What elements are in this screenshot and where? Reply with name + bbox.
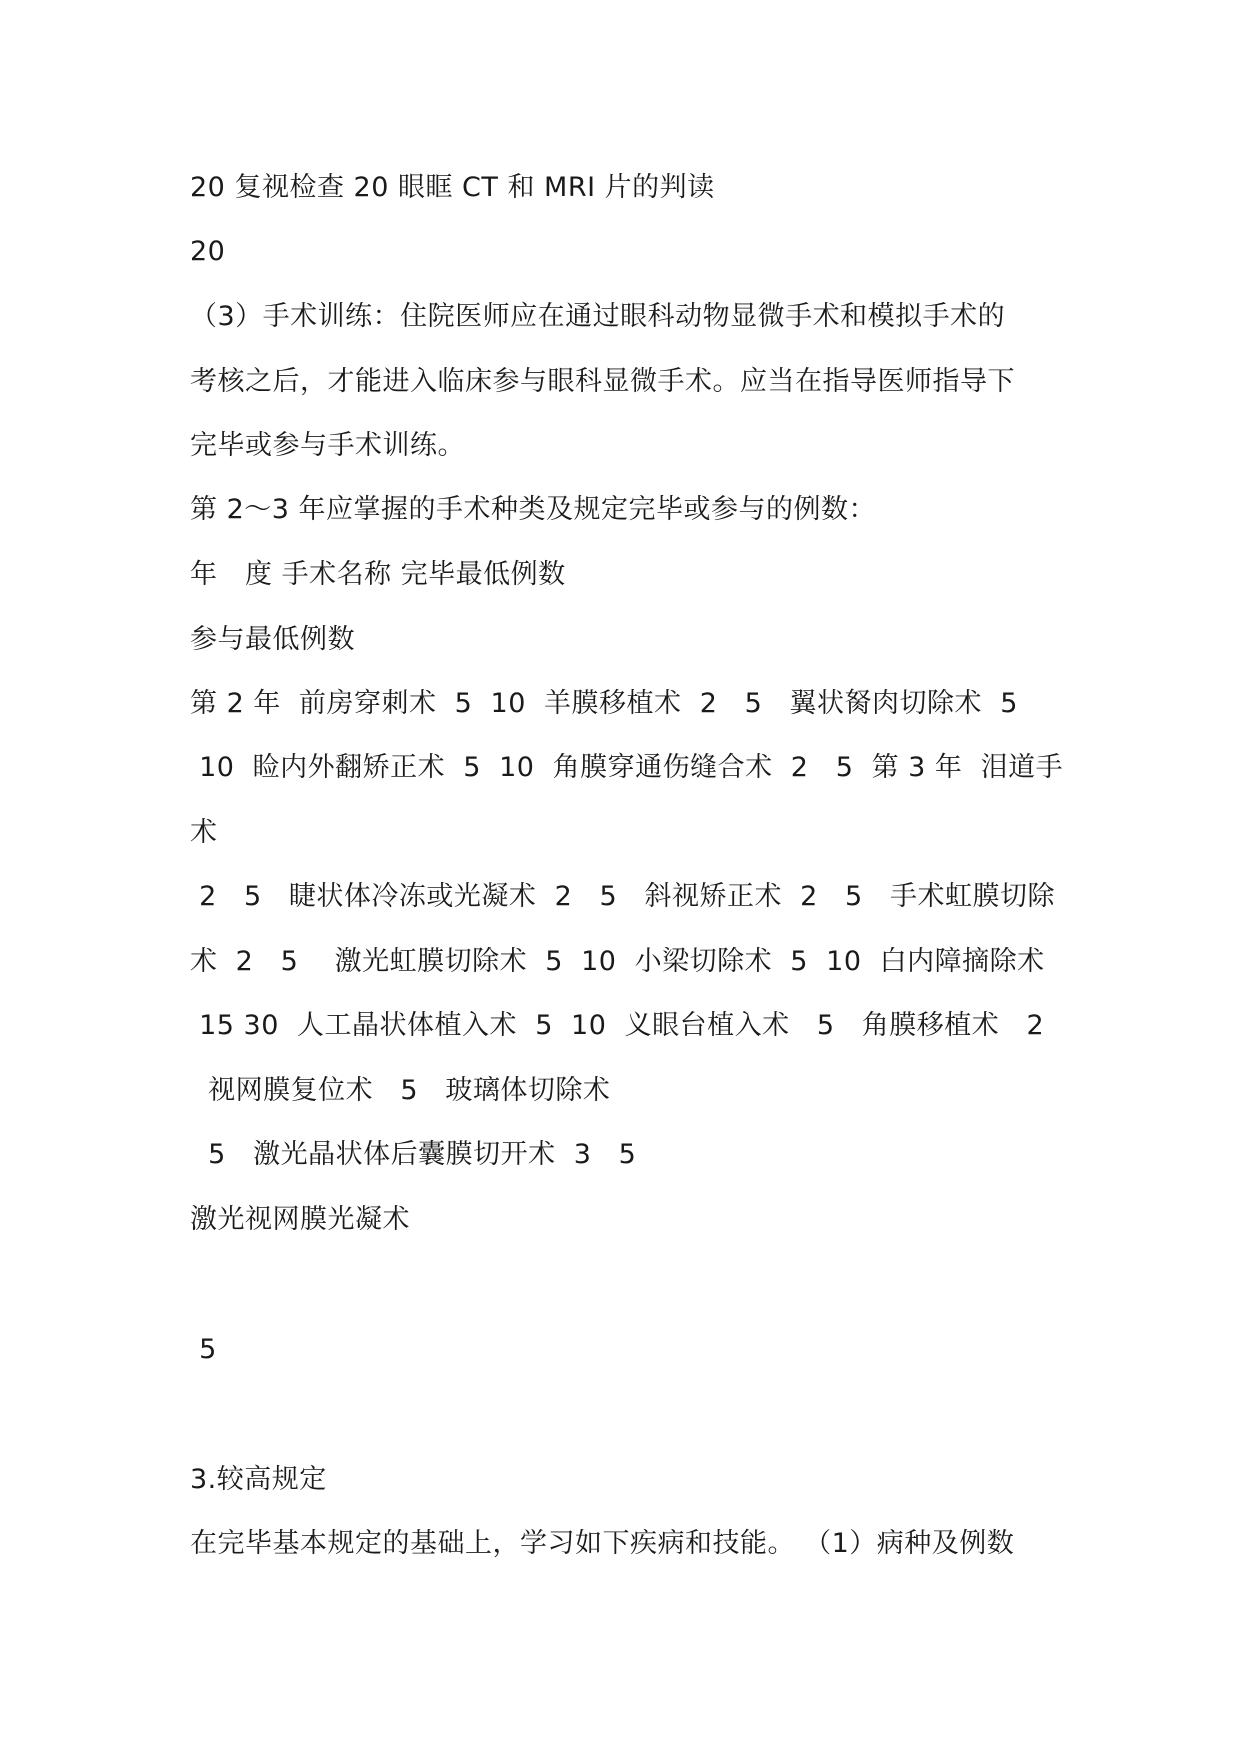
text-line-18: 5 [190,1334,217,1365]
text-line-2: 20 [190,236,226,267]
text-line-17: 激光视网膜光凝术 [190,1204,410,1235]
text-line-6: 第 2～3 年应掌握的手术种类及规定完毕或参与的例数： [190,494,877,525]
text-line-14: 15 30 人工晶状体植入术 5 10 义眼台植入术 5 角膜移植术 2 [190,1010,1045,1041]
text-line-7: 年 度 手术名称 完毕最低例数 [190,559,566,590]
text-line-1: 20 复视检查 20 眼眶 CT 和 MRI 片的判读 [190,172,715,203]
text-line-9: 第 2 年 前房穿刺术 5 10 羊膜移植术 2 5 翼状胬肉切除术 5 [190,688,1018,719]
text-line-15: 视网膜复位术 5 玻璃体切除术 [190,1075,611,1106]
text-line-5: 完毕或参与手术训练。 [190,430,465,461]
text-line-10: 10 睑内外翻矫正术 5 10 角膜穿通伤缝合术 2 5 第 3 年 泪道手 [190,752,1064,783]
text-line-16: 5 激光晶状体后囊膜切开术 3 5 [190,1139,637,1170]
text-line-4: 考核之后，才能进入临床参与眼科显微手术。应当在指导医师指导下 [190,366,1015,397]
text-line-3: （3）手术训练：住院医师应在通过眼科动物显微手术和模拟手术的 [190,301,1006,332]
section-heading: 3.较高规定 [190,1464,327,1495]
text-line-20: 在完毕基本规定的基础上，学习如下疾病和技能。 （1）病种及例数 [190,1528,1015,1559]
text-line-8: 参与最低例数 [190,624,355,655]
text-line-12: 2 5 睫状体冷冻或光凝术 2 5 斜视矫正术 2 5 手术虹膜切除 [190,881,1055,912]
text-line-11: 术 [190,817,218,848]
text-line-13: 术 2 5 激光虹膜切除术 5 10 小梁切除术 5 10 白内障摘除术 [190,946,1045,977]
